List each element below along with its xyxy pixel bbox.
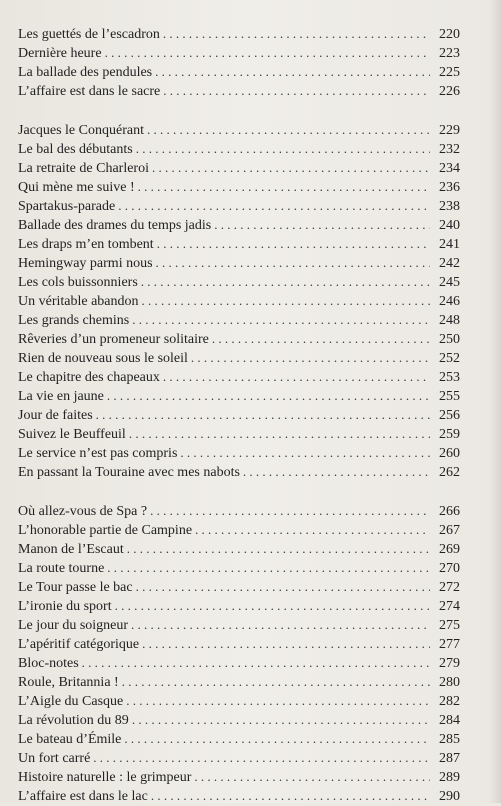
dot-leader bbox=[132, 710, 430, 729]
entry-page-number: 266 bbox=[439, 504, 460, 519]
toc-entry bbox=[18, 234, 460, 253]
toc-entry bbox=[18, 501, 460, 520]
entry-title: Le bal des débutants bbox=[18, 142, 133, 157]
toc-entry bbox=[18, 120, 460, 139]
toc-section bbox=[18, 24, 460, 100]
entry-page-number: 279 bbox=[439, 656, 460, 671]
dot-leader bbox=[124, 729, 430, 748]
toc-entry bbox=[18, 24, 460, 43]
dot-leader bbox=[129, 424, 430, 443]
entry-page-number: 236 bbox=[439, 180, 460, 195]
entry-title: L’apéritif catégorique bbox=[18, 637, 140, 652]
entry-title: Le chapitre des chapeaux bbox=[18, 370, 160, 385]
dot-leader bbox=[212, 329, 430, 348]
entry-page-number: 280 bbox=[439, 675, 460, 690]
table-of-contents bbox=[18, 24, 460, 805]
entry-page-number: 274 bbox=[439, 599, 460, 614]
entry-title: Jacques le Conquérant bbox=[18, 123, 144, 138]
dot-leader bbox=[141, 272, 430, 291]
toc-entry bbox=[18, 462, 460, 481]
entry-title: Les cols buissonniers bbox=[18, 275, 138, 290]
entry-page-number: 270 bbox=[439, 561, 460, 576]
entry-title: Le jour du soigneur bbox=[18, 618, 129, 633]
dot-leader bbox=[132, 310, 430, 329]
dot-leader bbox=[93, 748, 430, 767]
entry-page-number: 245 bbox=[439, 275, 460, 290]
entry-title: Rêveries d’un promeneur solitaire bbox=[18, 332, 209, 347]
dot-leader bbox=[142, 291, 430, 310]
entry-page-number: 282 bbox=[439, 694, 460, 709]
entry-page-number: 246 bbox=[439, 294, 460, 309]
entry-title: Un fort carré bbox=[18, 751, 91, 766]
dot-leader bbox=[191, 348, 430, 367]
dot-leader bbox=[136, 577, 430, 596]
entry-page-number: 277 bbox=[439, 637, 460, 652]
entry-title: Suivez le Beuffeuil bbox=[18, 427, 126, 442]
entry-page-number: 260 bbox=[439, 446, 460, 461]
dot-leader bbox=[107, 558, 430, 577]
entry-title: L’Aigle du Casque bbox=[18, 694, 124, 709]
dot-leader bbox=[147, 120, 430, 139]
dot-leader bbox=[243, 462, 430, 481]
entry-page-number: 256 bbox=[439, 408, 460, 423]
dot-leader bbox=[194, 767, 430, 786]
entry-page-number: 290 bbox=[439, 789, 460, 804]
toc-entry bbox=[18, 215, 460, 234]
entry-page-number: 275 bbox=[439, 618, 460, 633]
toc-entry bbox=[18, 710, 460, 729]
toc-entry bbox=[18, 272, 460, 291]
entry-title: Qui mène me suive ! bbox=[18, 180, 135, 195]
entry-title: Spartakus-parade bbox=[18, 199, 116, 214]
entry-page-number: 234 bbox=[439, 161, 460, 176]
toc-entry bbox=[18, 729, 460, 748]
toc-entry bbox=[18, 577, 460, 596]
dot-leader bbox=[180, 443, 430, 462]
entry-title: Les grands chemins bbox=[18, 313, 130, 328]
entry-page-number: 241 bbox=[439, 237, 460, 252]
entry-title: L’honorable partie de Campine bbox=[18, 523, 193, 538]
entry-page-number: 259 bbox=[439, 427, 460, 442]
entry-title: Manon de l’Escaut bbox=[18, 542, 124, 557]
toc-entry bbox=[18, 386, 460, 405]
toc-entry bbox=[18, 62, 460, 81]
page-edge-shadow bbox=[489, 0, 501, 803]
entry-page-number: 255 bbox=[439, 389, 460, 404]
entry-title: Le Tour passe le bac bbox=[18, 580, 133, 595]
entry-title: Jour de faites bbox=[18, 408, 93, 423]
entry-title: En passant la Touraine avec mes nabots bbox=[18, 465, 240, 480]
toc-entry bbox=[18, 634, 460, 653]
toc-entry bbox=[18, 672, 460, 691]
entry-title: Le bateau d’Émile bbox=[18, 732, 122, 747]
dot-leader bbox=[195, 520, 430, 539]
dot-leader bbox=[115, 596, 430, 615]
toc-entry bbox=[18, 291, 460, 310]
entry-page-number: 252 bbox=[439, 351, 460, 366]
dot-leader bbox=[214, 215, 430, 234]
toc-entry bbox=[18, 653, 460, 672]
entry-title: L’ironie du sport bbox=[18, 599, 112, 614]
toc-entry bbox=[18, 767, 460, 786]
dot-leader bbox=[157, 234, 430, 253]
entry-page-number: 287 bbox=[439, 751, 460, 766]
toc-entry bbox=[18, 81, 460, 100]
toc-entry bbox=[18, 139, 460, 158]
entry-title: Ballade des drames du temps jadis bbox=[18, 218, 212, 233]
toc-entry bbox=[18, 596, 460, 615]
dot-leader bbox=[122, 672, 430, 691]
toc-entry bbox=[18, 539, 460, 558]
entry-page-number: 242 bbox=[439, 256, 460, 271]
toc-section bbox=[18, 501, 460, 805]
dot-leader bbox=[163, 367, 430, 386]
dot-leader bbox=[126, 691, 430, 710]
entry-page-number: 225 bbox=[439, 65, 460, 80]
toc-entry bbox=[18, 158, 460, 177]
entry-page-number: 269 bbox=[439, 542, 460, 557]
dot-leader bbox=[156, 253, 430, 272]
entry-page-number: 267 bbox=[439, 523, 460, 538]
entry-page-number: 240 bbox=[439, 218, 460, 233]
dot-leader bbox=[105, 43, 430, 62]
entry-title: Les draps m’en tombent bbox=[18, 237, 154, 252]
toc-section bbox=[18, 120, 460, 481]
toc-entry bbox=[18, 329, 460, 348]
entry-page-number: 285 bbox=[439, 732, 460, 747]
toc-entry bbox=[18, 253, 460, 272]
dot-leader bbox=[155, 62, 430, 81]
entry-title: Bloc-notes bbox=[18, 656, 79, 671]
toc-entry bbox=[18, 424, 460, 443]
dot-leader bbox=[163, 81, 430, 100]
toc-entry bbox=[18, 310, 460, 329]
dot-leader bbox=[107, 386, 430, 405]
entry-title: Où allez-vous de Spa ? bbox=[18, 504, 148, 519]
entry-title: La route tourne bbox=[18, 561, 105, 576]
toc-entry bbox=[18, 367, 460, 386]
dot-leader bbox=[136, 139, 430, 158]
entry-title: La révolution du 89 bbox=[18, 713, 129, 728]
toc-entry bbox=[18, 405, 460, 424]
dot-leader bbox=[127, 539, 430, 558]
entry-title: Histoire naturelle : le grimpeur bbox=[18, 770, 192, 785]
entry-page-number: 289 bbox=[439, 770, 460, 785]
entry-title: L’affaire est dans le sacre bbox=[18, 84, 161, 99]
dot-leader bbox=[151, 786, 430, 805]
toc-entry bbox=[18, 43, 460, 62]
entry-title: La retraite de Charleroi bbox=[18, 161, 149, 176]
entry-title: Hemingway parmi nous bbox=[18, 256, 153, 271]
toc-entry bbox=[18, 348, 460, 367]
toc-entry bbox=[18, 691, 460, 710]
entry-page-number: 262 bbox=[439, 465, 460, 480]
entry-page-number: 223 bbox=[439, 46, 460, 61]
entry-page-number: 238 bbox=[439, 199, 460, 214]
entry-title: Le service n’est pas compris bbox=[18, 446, 178, 461]
dot-leader bbox=[82, 653, 430, 672]
entry-page-number: 226 bbox=[439, 84, 460, 99]
toc-entry bbox=[18, 558, 460, 577]
dot-leader bbox=[138, 177, 430, 196]
dot-leader bbox=[118, 196, 430, 215]
entry-page-number: 220 bbox=[439, 27, 460, 42]
toc-entry bbox=[18, 443, 460, 462]
dot-leader bbox=[163, 24, 430, 43]
entry-title: Dernière heure bbox=[18, 46, 102, 61]
entry-title: Rien de nouveau sous le soleil bbox=[18, 351, 188, 366]
dot-leader bbox=[150, 501, 430, 520]
entry-title: L’affaire est dans le lac bbox=[18, 789, 148, 804]
entry-title: Roule, Britannia ! bbox=[18, 675, 119, 690]
entry-page-number: 253 bbox=[439, 370, 460, 385]
entry-title: Un véritable abandon bbox=[18, 294, 139, 309]
entry-page-number: 284 bbox=[439, 713, 460, 728]
entry-title: La vie en jaune bbox=[18, 389, 104, 404]
toc-entry bbox=[18, 520, 460, 539]
entry-page-number: 232 bbox=[439, 142, 460, 157]
entry-title: La ballade des pendules bbox=[18, 65, 153, 80]
entry-page-number: 248 bbox=[439, 313, 460, 328]
entry-page-number: 272 bbox=[439, 580, 460, 595]
toc-entry bbox=[18, 786, 460, 805]
toc-entry bbox=[18, 615, 460, 634]
dot-leader bbox=[142, 634, 430, 653]
dot-leader bbox=[96, 405, 430, 424]
dot-leader bbox=[152, 158, 430, 177]
entry-page-number: 250 bbox=[439, 332, 460, 347]
dot-leader bbox=[131, 615, 430, 634]
toc-entry bbox=[18, 177, 460, 196]
entry-title: Les guettés de l’escadron bbox=[18, 27, 160, 42]
entry-page-number: 229 bbox=[439, 123, 460, 138]
toc-entry bbox=[18, 748, 460, 767]
toc-entry bbox=[18, 196, 460, 215]
